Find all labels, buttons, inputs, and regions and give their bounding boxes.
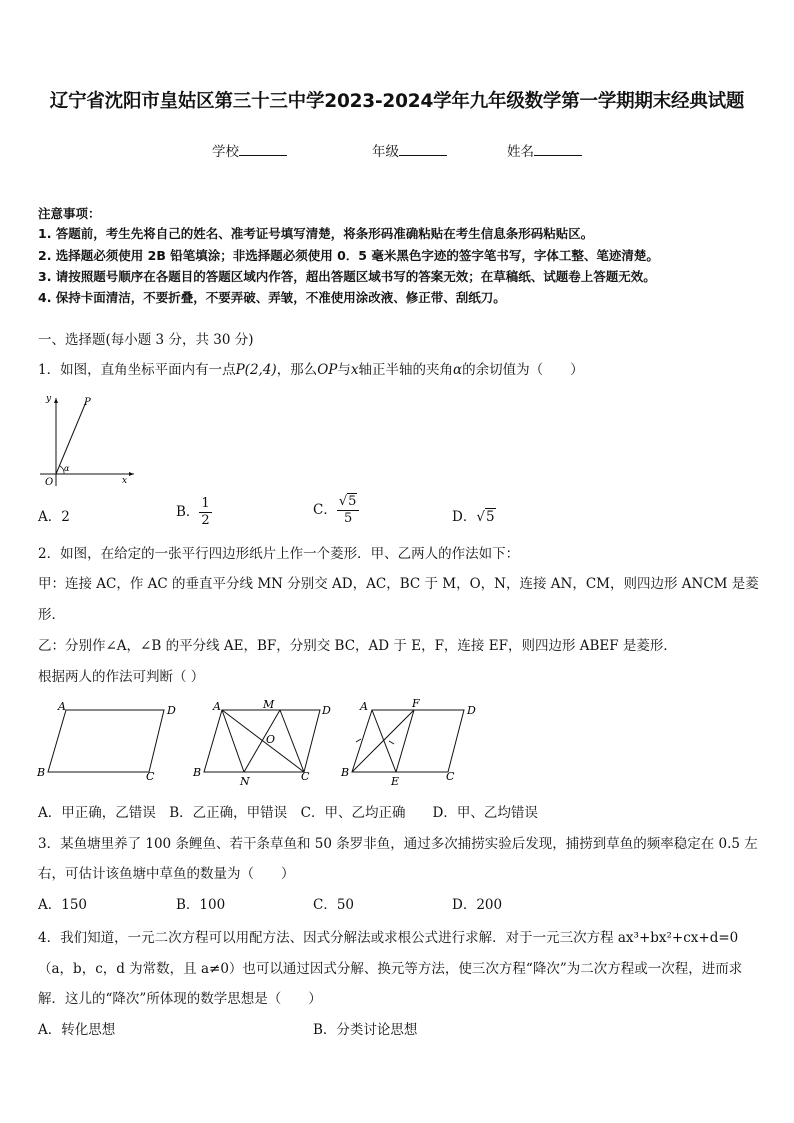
label-m: M — [263, 698, 275, 711]
label-f: F — [412, 697, 420, 710]
school-label: 学校 — [212, 144, 239, 160]
label-a: A — [213, 700, 221, 713]
parallelogram — [48, 710, 164, 772]
label-a: A — [58, 700, 66, 713]
sqrt-radicand: 5 — [348, 494, 357, 509]
grade-label: 年级 — [372, 144, 399, 160]
school-field[interactable] — [212, 140, 287, 160]
parallelogram — [352, 710, 464, 772]
label-b: B — [37, 766, 46, 779]
label-d: D — [467, 704, 476, 717]
name-field[interactable] — [507, 140, 582, 160]
label-b: B — [341, 766, 350, 779]
q3-line: 3．某鱼塘里养了 100 条鲤鱼、若干条草鱼和 50 条罗非鱼，通过多次捕捞实验后发现，捕捞到草鱼的频率稳定在 0.5 左 — [38, 836, 758, 852]
tick-mark — [389, 741, 394, 744]
x-label: x — [122, 476, 128, 486]
q1-point: P(2,4) — [235, 362, 277, 378]
y-arrow — [54, 398, 58, 403]
q2-figures — [34, 696, 484, 790]
label-o: O — [266, 733, 276, 746]
q3-option-c[interactable]: C．50 — [313, 897, 355, 913]
q2-line: 形． — [38, 607, 65, 623]
q3-option-b[interactable]: B．100 — [176, 897, 226, 913]
q4-line: 解．这儿的“降次”所体现的数学思想是（ ） — [38, 991, 322, 1007]
alpha-label: α — [64, 464, 70, 473]
sqrt-radicand: 5 — [485, 509, 495, 525]
label-n: N — [240, 775, 250, 788]
q4-option-a[interactable]: A．转化思想 — [38, 1022, 116, 1038]
name-label: 姓名 — [507, 144, 534, 160]
q1-mid: ，那么 — [276, 362, 318, 378]
q1-alpha: α — [452, 362, 463, 378]
q4-line: （a，b，c，d 为常数，且 a≠0）也可以通过因式分解、换元等方法，使三次方程“降次”为二次方程或一次程，进而求 — [38, 961, 743, 977]
q4-option-b[interactable]: B．分类讨论思想 — [313, 1022, 418, 1038]
fraction-numerator: 1 — [201, 496, 210, 511]
fraction-numerator: √5 — [337, 494, 360, 511]
notice-item: 4. 保持卡面清洁，不要折叠，不要弄破、弄皱，不准使用涂改液、修正带、刮纸刀。 — [38, 290, 506, 305]
q1-option-d[interactable]: D．√5 — [452, 509, 495, 525]
label-b: B — [193, 766, 202, 779]
q1-mid3: 轴正半轴的夹角 — [358, 362, 453, 378]
q2-options[interactable]: A．甲正确，乙错误 B．乙正确，甲错误 C．甲、乙均正确 D．甲、乙均错误 — [38, 805, 538, 821]
q1-option-b[interactable] — [176, 496, 212, 529]
q1-mid2: 与 — [337, 362, 351, 378]
q2-line: 乙：分别作∠A，∠B 的平分线 AE，BF，分别交 BC，AD 于 E，F，连接 EF，则四边形 ABEF 是菱形． — [38, 638, 677, 654]
tick-mark — [356, 739, 361, 742]
x-arrow — [129, 472, 134, 476]
notice-item: 1. 答题前，考生先将自己的姓名、准考证号填写清楚，将条形码准确粘贴在考生信息条形码粘贴区。 — [38, 226, 594, 241]
notice-item: 3. 请按照题号顺序在各题目的答题区域内作答，超出答题区域书写的答案无效；在草稿纸、试题卷上答题无效。 — [38, 269, 656, 284]
q2-line: 根据两人的作法可判断（ ） — [38, 669, 205, 685]
q2-line: 甲：连接 AC，作 AC 的垂直平分线 MN 分别交 AD，AC，BC 于 M，O，N，连接 AN，CM，则四边形 ANCM 是菱 — [38, 576, 759, 592]
op-segment — [56, 402, 86, 474]
q1-figure — [30, 388, 140, 488]
label-c: C — [301, 770, 310, 783]
segment-an — [222, 710, 244, 772]
q1-option-b-label: B． — [176, 504, 200, 520]
notice-item: 2. 选择题必须使用 2B 铅笔填涂；非选择题必须使用 0．5 毫米黑色字迹的签字笔书写，字体工整、笔迹清楚。 — [38, 248, 659, 263]
q1-option-c[interactable] — [313, 494, 359, 527]
p-label: P — [84, 397, 91, 408]
label-e: E — [391, 775, 400, 788]
q1-option-d-label: D． — [452, 509, 477, 525]
section-heading: 一、选择题(每小题 3 分，共 30 分) — [38, 332, 254, 348]
name-blank[interactable] — [534, 143, 582, 156]
q1-op: OP — [317, 362, 338, 378]
q1-pre: 1．如图，直角坐标平面内有一点 — [38, 362, 236, 378]
q2-line: 2．如图，在给定的一张平行四边形纸片上作一个菱形．甲、乙两人的作法如下： — [38, 546, 520, 562]
label-a: A — [360, 700, 368, 713]
q4-line: 4．我们知道，一元二次方程可以用配方法、因式分解法或求根公式进行求解．对于一元三次方程 ax³+bx²+cx+d=0 — [38, 930, 739, 946]
jia-figure — [192, 698, 331, 788]
bisector-ae — [372, 710, 396, 772]
q1-x: x — [350, 362, 359, 378]
label-c: C — [146, 770, 155, 783]
parallelogram-figure — [36, 700, 176, 783]
q3-option-a[interactable]: A．150 — [38, 897, 88, 913]
label-c: C — [446, 770, 455, 783]
q3-line: 右，可估计该鱼塘中草鱼的数量为（ ） — [38, 866, 295, 882]
page-title: 辽宁省沈阳市皇姑区第三十三中学2023-2024学年九年级数学第一学期期末经典试题 — [49, 91, 745, 112]
q1-option-c-fraction — [337, 494, 360, 527]
label-d: D — [167, 704, 176, 717]
q1-option-a[interactable]: A．2 — [38, 509, 70, 525]
school-blank[interactable] — [239, 143, 287, 156]
grade-blank[interactable] — [399, 143, 447, 156]
q3-option-d[interactable]: D．200 — [452, 897, 503, 913]
q1-option-c-label: C． — [313, 502, 337, 518]
fraction-denominator: 2 — [201, 513, 210, 528]
notice-heading: 注意事项： — [38, 206, 101, 221]
grade-field[interactable] — [372, 140, 447, 160]
y-label: y — [46, 394, 52, 404]
label-d: D — [322, 704, 331, 717]
q1-option-b-fraction — [199, 496, 211, 529]
fraction-denominator: 5 — [343, 511, 353, 526]
o-label: O — [45, 477, 54, 488]
q1-post: 的余切值为（ ） — [462, 362, 584, 378]
q1-stem — [38, 358, 584, 378]
yi-figure — [340, 697, 476, 788]
